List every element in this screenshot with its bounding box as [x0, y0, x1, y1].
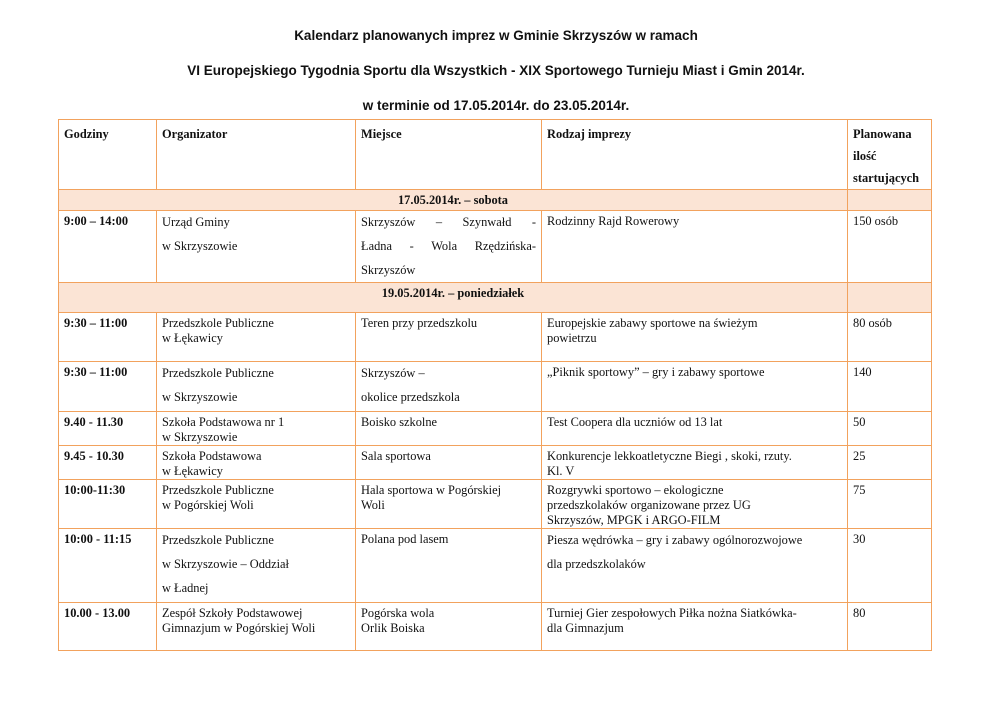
org-line: w Ładnej [162, 581, 209, 595]
table-row [59, 313, 932, 362]
cell-event: Test Coopera dla uczniów od 13 lat [542, 412, 848, 446]
org-line: Zespół Szkoły Podstawowej [162, 606, 303, 620]
org-line: Przedszkole Publiczne [162, 533, 274, 547]
cell-organizer [157, 362, 356, 412]
event-line: Europejskie zabawy sportowe na świeżym [547, 316, 758, 330]
title-line-2: VI Europejskiego Tygodnia Sportu dla Wszystkich - XIX Sportowego Turnieju Miast i Gmin 2014r. [187, 63, 805, 78]
org-line: w Skrzyszowie [162, 430, 238, 444]
cell-time: 10.00 - 13.00 [59, 603, 157, 651]
date-row-sobota [59, 190, 932, 211]
cell-count: 30 [848, 529, 932, 603]
date-row-poniedzialek [59, 283, 932, 313]
event-line: Turniej Gier zespołowych Piłka nożna Siatkówka- [547, 606, 797, 620]
date-label-sobota: 17.05.2014r. – sobota [59, 190, 848, 211]
header-rodzaj-imprezy: Rodzaj imprezy [542, 120, 848, 190]
date-label-poniedzialek: 19.05.2014r. – poniedziałek [59, 283, 848, 313]
event-line: Rozgrywki sportowo – ekologiczne [547, 483, 724, 497]
event-line: dla Gimnazjum [547, 621, 624, 635]
cell-place: Boisko szkolne [356, 412, 542, 446]
cell-place [356, 211, 542, 283]
cell-count: 150 osób [848, 211, 932, 283]
events-table [58, 119, 932, 651]
cell-event [542, 529, 848, 603]
org-line: w Pogórskiej Woli [162, 498, 254, 512]
place-line: Skrzyszów [361, 263, 416, 277]
header-ilosc: ilość [853, 149, 877, 163]
cell-time: 9:30 – 11:00 [59, 313, 157, 362]
cell-organizer [157, 446, 356, 480]
cell-place: Teren przy przedszkolu [356, 313, 542, 362]
cell-time: 9:00 – 14:00 [59, 211, 157, 283]
cell-event: Rodzinny Rajd Rowerowy [542, 211, 848, 283]
org-line: w Skrzyszowie [162, 239, 238, 253]
cell-event [542, 480, 848, 529]
cell-organizer [157, 529, 356, 603]
org-line: w Skrzyszowie – Oddział [162, 557, 289, 571]
table-row [59, 412, 932, 446]
date-row-pad [848, 283, 932, 313]
table-row [59, 362, 932, 412]
place-line: Ładna - Wola Rzędzińska- [361, 239, 536, 253]
event-line: przedszkolaków organizowane przez UG [547, 498, 751, 512]
org-line: Gimnazjum w Pogórskiej Woli [162, 621, 316, 635]
place-line: okolice przedszkola [361, 390, 460, 404]
header-planowana-ilosc [848, 120, 932, 190]
cell-place: Polana pod lasem [356, 529, 542, 603]
cell-count: 75 [848, 480, 932, 529]
place-line: Skrzyszów – Szynwałd - [361, 215, 536, 229]
table-row [59, 211, 932, 283]
place-line: Pogórska wola [361, 606, 435, 620]
table-row [59, 446, 932, 480]
cell-time: 9:30 – 11:00 [59, 362, 157, 412]
event-line: Konkurencje lekkoatletyczne Biegi , skoki, rzuty. [547, 449, 792, 463]
cell-event [542, 313, 848, 362]
cell-organizer [157, 211, 356, 283]
org-line: Przedszkole Publiczne [162, 366, 274, 380]
org-line: Urząd Gminy [162, 215, 230, 229]
event-line: Piesza wędrówka – gry i zabawy ogólnorozwojowe [547, 533, 803, 547]
cell-organizer [157, 480, 356, 529]
table-row [59, 529, 932, 603]
org-line: w Łękawicy [162, 331, 223, 345]
title-line-3: w terminie od 17.05.2014r. do 23.05.2014r. [362, 98, 630, 113]
event-line: Skrzyszów, MPGK i ARGO-FILM [547, 513, 721, 527]
cell-organizer [157, 603, 356, 651]
cell-count: 50 [848, 412, 932, 446]
org-line: Przedszkole Publiczne [162, 483, 274, 497]
cell-organizer [157, 412, 356, 446]
header-planowana: Planowana [853, 127, 912, 141]
org-line: Szkoła Podstawowa nr 1 [162, 415, 285, 429]
cell-time: 9.40 - 11.30 [59, 412, 157, 446]
cell-place [356, 603, 542, 651]
title-line-1: Kalendarz planowanych imprez w Gminie Skrzyszów w ramach [294, 28, 698, 43]
cell-count: 80 [848, 603, 932, 651]
event-line: dla przedszkolaków [547, 557, 646, 571]
org-line: Szkoła Podstawowa [162, 449, 262, 463]
table-row [59, 480, 932, 529]
place-line: Skrzyszów – [361, 366, 425, 380]
event-line: powietrzu [547, 331, 597, 345]
table-row [59, 603, 932, 651]
cell-place [356, 362, 542, 412]
date-row-pad [848, 190, 932, 211]
cell-count: 80 osób [848, 313, 932, 362]
place-line: Orlik Boiska [361, 621, 425, 635]
place-line: Hala sportowa w Pogórskiej [361, 483, 502, 497]
cell-organizer [157, 313, 356, 362]
cell-time: 10:00-11:30 [59, 480, 157, 529]
org-line: w Łękawicy [162, 464, 223, 478]
cell-event [542, 603, 848, 651]
cell-event [542, 446, 848, 480]
cell-place [356, 480, 542, 529]
cell-event: „Piknik sportowy” – gry i zabawy sportowe [542, 362, 848, 412]
header-miejsce: Miejsce [356, 120, 542, 190]
header-organizator: Organizator [157, 120, 356, 190]
header-startujacych: startujących [853, 171, 920, 185]
event-line: Kl. V [547, 464, 575, 478]
cell-count: 140 [848, 362, 932, 412]
header-godziny: Godziny [59, 120, 157, 190]
org-line: w Skrzyszowie [162, 390, 238, 404]
table-header-row [59, 120, 932, 190]
cell-place: Sala sportowa [356, 446, 542, 480]
cell-count: 25 [848, 446, 932, 480]
org-line: Przedszkole Publiczne [162, 316, 274, 330]
cell-time: 10:00 - 11:15 [59, 529, 157, 603]
place-line: Woli [361, 498, 385, 512]
cell-time: 9.45 - 10.30 [59, 446, 157, 480]
